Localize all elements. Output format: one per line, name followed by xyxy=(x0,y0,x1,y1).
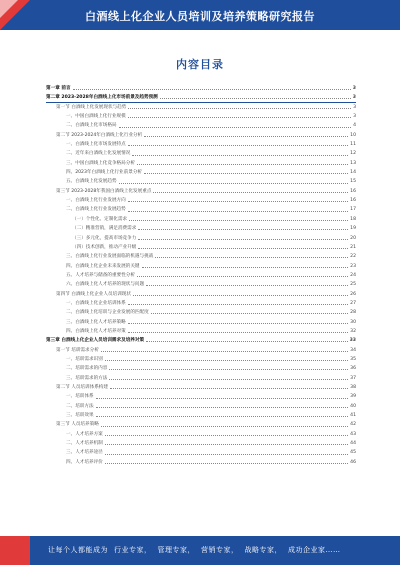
toc-entry[interactable] xyxy=(46,205,356,214)
toc-entry[interactable] xyxy=(46,336,356,345)
toc-entry-page: 20 xyxy=(350,235,356,241)
toc-entry-page: 43 xyxy=(350,431,356,437)
toc-entry[interactable] xyxy=(46,383,356,392)
toc-leader-dots xyxy=(105,444,348,445)
toc-leader-dots xyxy=(144,173,348,174)
toc-entry[interactable] xyxy=(46,430,356,439)
toc-entry[interactable] xyxy=(46,364,356,373)
toc-entry-page: 3 xyxy=(352,86,356,91)
toc-entry-title: 四、2023年白酒线上化行业前景分析 xyxy=(66,170,143,176)
toc-leader-dots xyxy=(144,136,348,137)
toc-entry[interactable] xyxy=(46,318,356,327)
toc-entry[interactable] xyxy=(46,439,356,448)
toc-leader-dots xyxy=(128,145,348,146)
toc-leader-dots xyxy=(128,108,351,109)
toc-entry-title: 四、人才培养评价 xyxy=(66,459,103,465)
toc-entry-page: 36 xyxy=(350,366,356,372)
toc-entry[interactable] xyxy=(46,346,356,355)
toc-leader-dots xyxy=(129,220,348,221)
toc-entry-page: 46 xyxy=(350,459,356,465)
toc-entry[interactable] xyxy=(46,168,356,177)
toc-entry-title: 三、白酒线上化人才培养策略 xyxy=(66,319,126,325)
toc-entry-page: 11 xyxy=(350,142,356,148)
toc-entry-title: 四、白酒线上化企业未来发展的关键 xyxy=(66,263,140,269)
toc-entry[interactable] xyxy=(46,131,356,140)
toc-leader-dots xyxy=(105,360,348,361)
toc-entry-title: 三、中国白酒线上化竞争格局分析 xyxy=(66,160,135,166)
toc-leader-dots xyxy=(138,248,348,249)
toc-leader-dots xyxy=(109,369,348,370)
toc-entry-title: 三、白酒线上化行业发展面临的机遇与挑战 xyxy=(66,254,154,260)
toc-entry-page: 26 xyxy=(350,291,356,297)
toc-entry-page: 12 xyxy=(350,151,356,157)
toc-leader-dots xyxy=(119,127,352,128)
toc-entry-title: 二、培训需求的内容 xyxy=(66,366,108,372)
toc-entry[interactable] xyxy=(46,299,356,308)
toc-entry-page: 41 xyxy=(350,413,356,419)
toc-entry-page: 18 xyxy=(350,216,356,222)
toc-entry-page: 33 xyxy=(349,338,356,344)
toc-leader-dots xyxy=(138,239,348,240)
toc-leader-dots xyxy=(128,323,348,324)
toc-entry-title: （四）技术创新，推动产业升级 xyxy=(72,244,137,250)
toc-entry[interactable] xyxy=(46,215,356,224)
toc-entry-page: 16 xyxy=(350,198,356,204)
toc-entry-title: 一、人才培养方案 xyxy=(66,431,103,437)
toc-leader-dots xyxy=(142,267,349,268)
toc-entry-title: 三、培训需求的方法 xyxy=(66,375,108,381)
toc-leader-dots xyxy=(138,229,348,230)
toc-entry[interactable] xyxy=(46,140,356,149)
toc-leader-dots xyxy=(155,257,348,258)
toc-entry-page: 13 xyxy=(350,160,356,166)
toc-entry-title: 三、培训效果 xyxy=(66,413,94,419)
toc-entry[interactable] xyxy=(46,196,356,205)
toc-entry-title: （三）多元化，提高市场竞争力 xyxy=(72,235,137,241)
toc-entry-title: 一、中国白酒线上化行业规模 xyxy=(66,114,126,120)
toc-entry-page: 39 xyxy=(350,394,356,400)
toc-entry-title: 五、白酒线上化发展趋势 xyxy=(66,179,117,185)
toc-entry-title: 第一节 白酒线上化发展现状与趋势 xyxy=(56,104,127,110)
toc-entry-title: 一、培训需求识别 xyxy=(66,356,103,362)
toc-entry-title: 三、人才培养途径 xyxy=(66,450,103,456)
toc-entry-title: 二、白酒线上化行业发展趋势 xyxy=(66,207,126,213)
toc-entry[interactable] xyxy=(46,262,356,271)
toc-entry[interactable] xyxy=(46,121,356,130)
toc-leader-dots xyxy=(137,276,348,277)
toc-leader-dots xyxy=(119,183,349,184)
footer-slogan-part: 营销专家， xyxy=(201,546,239,554)
toc-entry[interactable] xyxy=(46,103,356,112)
footer-logo-block xyxy=(0,536,30,565)
toc-leader-dots xyxy=(133,295,348,296)
toc-leader-dots xyxy=(105,435,348,436)
toc-entry-page: 45 xyxy=(350,450,356,456)
toc-entry-page: 21 xyxy=(350,244,356,250)
toc-entry-title: 一、白酒线上化企业培训体系 xyxy=(66,300,126,306)
toc-leader-dots xyxy=(128,304,348,305)
toc-entry-page: 25 xyxy=(350,282,356,288)
toc-entry[interactable] xyxy=(46,252,356,261)
toc-entry-title: 第二节 2023-2024年白酒线上化行业分析 xyxy=(56,132,143,138)
toc-entry-page: 17 xyxy=(350,207,356,213)
toc-entry-page: 34 xyxy=(350,347,356,353)
toc-entry-title: 第一节 培训需求分析 xyxy=(56,347,99,353)
toc-entry[interactable] xyxy=(46,280,356,289)
toc-entry[interactable] xyxy=(46,308,356,317)
toc-leader-dots xyxy=(128,211,348,212)
toc-leader-dots xyxy=(151,313,348,314)
toc-entry-title: 二、白酒线上化培训与企业发展的匹配度 xyxy=(66,310,149,316)
toc-entry-page: 44 xyxy=(350,441,356,447)
toc-entry[interactable] xyxy=(46,355,356,364)
footer-slogan-part: 成功企业家…… xyxy=(288,546,341,554)
toc-entry[interactable] xyxy=(46,112,356,121)
toc-leader-dots xyxy=(109,379,348,380)
toc-leader-dots xyxy=(146,285,348,286)
toc-entry-title: 二、白酒线上化市场格局 xyxy=(66,123,117,129)
toc-entry-page: 37 xyxy=(350,375,356,381)
toc-entry[interactable] xyxy=(46,402,356,411)
toc-entry-page: 32 xyxy=(350,328,356,334)
toc-entry[interactable] xyxy=(46,411,356,420)
toc-leader-dots xyxy=(105,463,348,464)
toc-entry[interactable] xyxy=(46,271,356,280)
toc-entry[interactable] xyxy=(46,159,356,168)
toc-entry-page: 42 xyxy=(350,422,356,428)
toc-entry[interactable] xyxy=(46,93,356,102)
toc-leader-dots xyxy=(153,192,348,193)
toc-leader-dots xyxy=(96,398,349,399)
toc-title: 内容目录 xyxy=(176,58,224,71)
toc-entry[interactable] xyxy=(46,448,356,457)
toc-entry-page: 4 xyxy=(353,123,356,129)
toc-entry-page: 3 xyxy=(353,114,356,120)
toc-entry[interactable] xyxy=(46,458,356,467)
toc-leader-dots xyxy=(96,416,349,417)
toc-entry-title: 第二章 2023-2028年白酒线上化市场前景及趋势预测 xyxy=(46,94,158,100)
toc-entry[interactable] xyxy=(46,420,356,429)
toc-entry-page: 14 xyxy=(350,170,356,176)
toc-entry-page: 3 xyxy=(353,104,356,110)
toc-entry-title: 四、白酒线上化人才培养对策 xyxy=(66,328,126,334)
footer-slogan-part: 行业专家， xyxy=(114,546,152,554)
toc-leader-dots xyxy=(128,201,348,202)
footer-slogan xyxy=(48,545,347,555)
toc-entry[interactable] xyxy=(46,234,356,243)
toc-entry[interactable] xyxy=(46,187,356,196)
toc-entry[interactable] xyxy=(46,374,356,383)
toc-entry[interactable] xyxy=(46,327,356,336)
toc-entry-title: 第二节 人员培训体系构建 xyxy=(56,385,108,390)
toc-leader-dots xyxy=(73,89,351,90)
toc-leader-dots xyxy=(128,332,348,333)
toc-entry[interactable] xyxy=(46,392,356,401)
toc-entry-title: （二）精准营销，满足消费需求 xyxy=(72,226,137,232)
toc-entry-title: 一、培训体系 xyxy=(66,394,94,400)
toc-entry-title: （一）个性化、定制化需求 xyxy=(72,216,128,222)
toc-entry-title: 第一章 前言 xyxy=(46,86,71,91)
toc-leader-dots xyxy=(110,388,348,389)
toc-entry-title: 第三节 2023-2028年我国白酒线上化发展重点 xyxy=(56,188,152,194)
toc-entry-page: 22 xyxy=(350,254,356,260)
toc-leader-dots xyxy=(101,426,348,427)
footer-slogan-part: 战略专家， xyxy=(244,546,282,554)
toc-entry-page: 3 xyxy=(352,94,356,100)
toc-entry-page: 15 xyxy=(350,179,356,185)
footer-band xyxy=(0,536,400,565)
toc-entry-title: 五、人才培养与储备的重要性分析 xyxy=(66,272,135,278)
toc-entry[interactable] xyxy=(46,149,356,158)
toc-entry[interactable] xyxy=(46,177,356,186)
toc-entry-page: 30 xyxy=(350,319,356,325)
report-title: 白酒线上化企业人员培训及培养策略研究报告 xyxy=(85,10,315,23)
toc-entry[interactable] xyxy=(46,290,356,299)
toc-entry-title: 第四节 白酒线上化企业人员培训现状 xyxy=(56,291,131,297)
toc-leader-dots xyxy=(96,407,349,408)
toc-entry-page: 35 xyxy=(350,356,356,362)
toc-entry-page: 27 xyxy=(350,300,356,306)
toc-entry-page: 23 xyxy=(350,263,356,269)
table-of-contents xyxy=(46,84,356,467)
toc-entry-page: 38 xyxy=(350,385,356,390)
toc-leader-dots xyxy=(105,454,348,455)
toc-leader-dots xyxy=(128,117,351,118)
toc-entry-title: 第三章 白酒线上化企业人员培训需求及培养对策 xyxy=(46,338,145,344)
toc-entry-title: 二、人才培养机制 xyxy=(66,441,103,447)
toc-entry-page: 24 xyxy=(350,272,356,278)
toc-entry-title: 一、白酒线上化行业发展方向 xyxy=(66,198,126,204)
toc-leader-dots xyxy=(160,98,351,99)
toc-entry[interactable] xyxy=(46,243,356,252)
toc-entry-page: 19 xyxy=(350,226,356,232)
toc-entry-title: 六、白酒线上化人才培养的现状与问题 xyxy=(66,282,145,288)
toc-entry-title: 二、培训方法 xyxy=(66,403,94,409)
toc-entry-page: 40 xyxy=(350,403,356,409)
toc-entry-page: 10 xyxy=(350,132,356,138)
footer-slogan-part: 让每个人都能成为 xyxy=(48,546,108,554)
toc-entry-page: 28 xyxy=(350,310,356,316)
toc-entry-page: 16 xyxy=(350,188,356,194)
toc-entry-title: 一、白酒线上化市场发展特点 xyxy=(66,142,126,148)
toc-entry-title: 第三节 人员培养策略 xyxy=(56,422,99,428)
footer-slogan-part: 管理专家， xyxy=(157,546,195,554)
toc-leader-dots xyxy=(101,351,348,352)
toc-leader-dots xyxy=(146,341,348,342)
toc-entry-title: 二、近年来白酒线上化发展情况 xyxy=(66,151,131,157)
toc-leader-dots xyxy=(132,155,348,156)
toc-leader-dots xyxy=(137,164,348,165)
toc-entry[interactable] xyxy=(46,224,356,233)
